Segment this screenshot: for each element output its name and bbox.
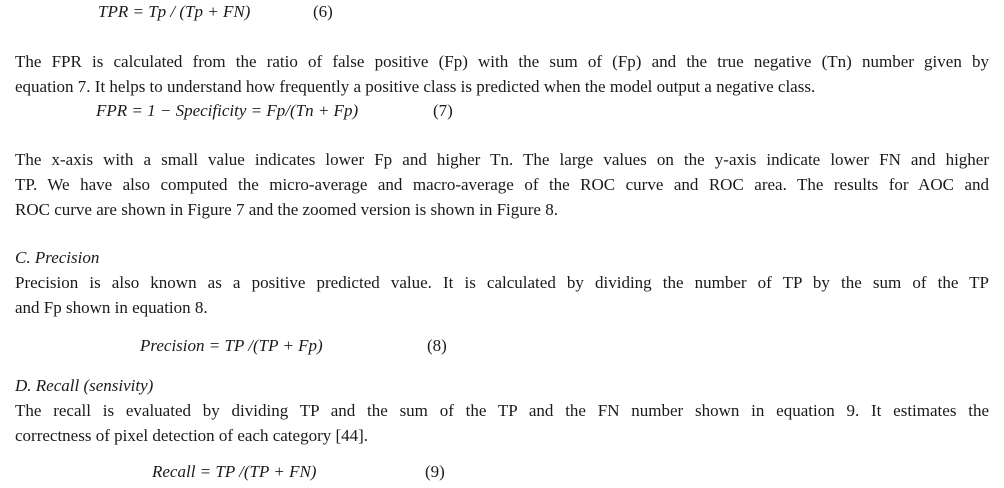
equation-7: [96, 100, 476, 122]
paragraph-axis: [15, 147, 989, 222]
paragraph-line: The recall is evaluated by dividing TP and the sum of the TP and the FN number shown in equation 9. It estimates the: [15, 401, 989, 420]
equation-9: [152, 461, 452, 483]
paragraph-recall: [15, 398, 989, 448]
equation-6-number: (6): [313, 2, 333, 21]
paragraph-line: The x-axis with a small value indicates lower Fp and higher Tn. The large values on the y-axis indicate lower FN and higher: [15, 150, 989, 169]
equation-9-number: (9): [425, 462, 445, 481]
paragraph-line: and Fp shown in equation 8.: [15, 298, 208, 317]
paragraph-precision: [15, 270, 989, 320]
equation-9-expression: Recall = TP /(TP + FN): [152, 462, 317, 481]
equation-8-number: (8): [427, 336, 447, 355]
paragraph-line: The FPR is calculated from the ratio of false positive (Fp) with the sum of (Fp) and the true negative (Tn) number given by: [15, 52, 989, 71]
section-d-heading: D. Recall (sensivity): [15, 376, 154, 395]
paragraph-line: correctness of pixel detection of each category [44].: [15, 426, 369, 445]
paragraph-fpr: [15, 49, 989, 99]
paragraph-line: equation 7. It helps to understand how frequently a positive class is predicted when the model output a negative class.: [15, 77, 816, 96]
equation-8-expression: Precision = TP /(TP + Fp): [140, 336, 323, 355]
equation-6: [98, 1, 358, 23]
paragraph-line: TP. We have also computed the micro-average and macro-average of the ROC curve and ROC area. The results for AOC and: [15, 175, 989, 194]
equation-8: [140, 335, 460, 357]
equation-6-expression: TPR = Tp / (Tp + FN): [98, 2, 251, 21]
paragraph-line: Precision is also known as a positive predicted value. It is calculated by dividing the number of TP by the sum of the TP: [15, 273, 989, 292]
paragraph-line: ROC curve are shown in Figure 7 and the zoomed version is shown in Figure 8.: [15, 200, 558, 219]
equation-7-expression: FPR = 1 − Specificity = Fp/(Tn + Fp): [96, 101, 359, 120]
section-c-heading: C. Precision: [15, 248, 100, 267]
equation-7-number: (7): [433, 101, 453, 120]
